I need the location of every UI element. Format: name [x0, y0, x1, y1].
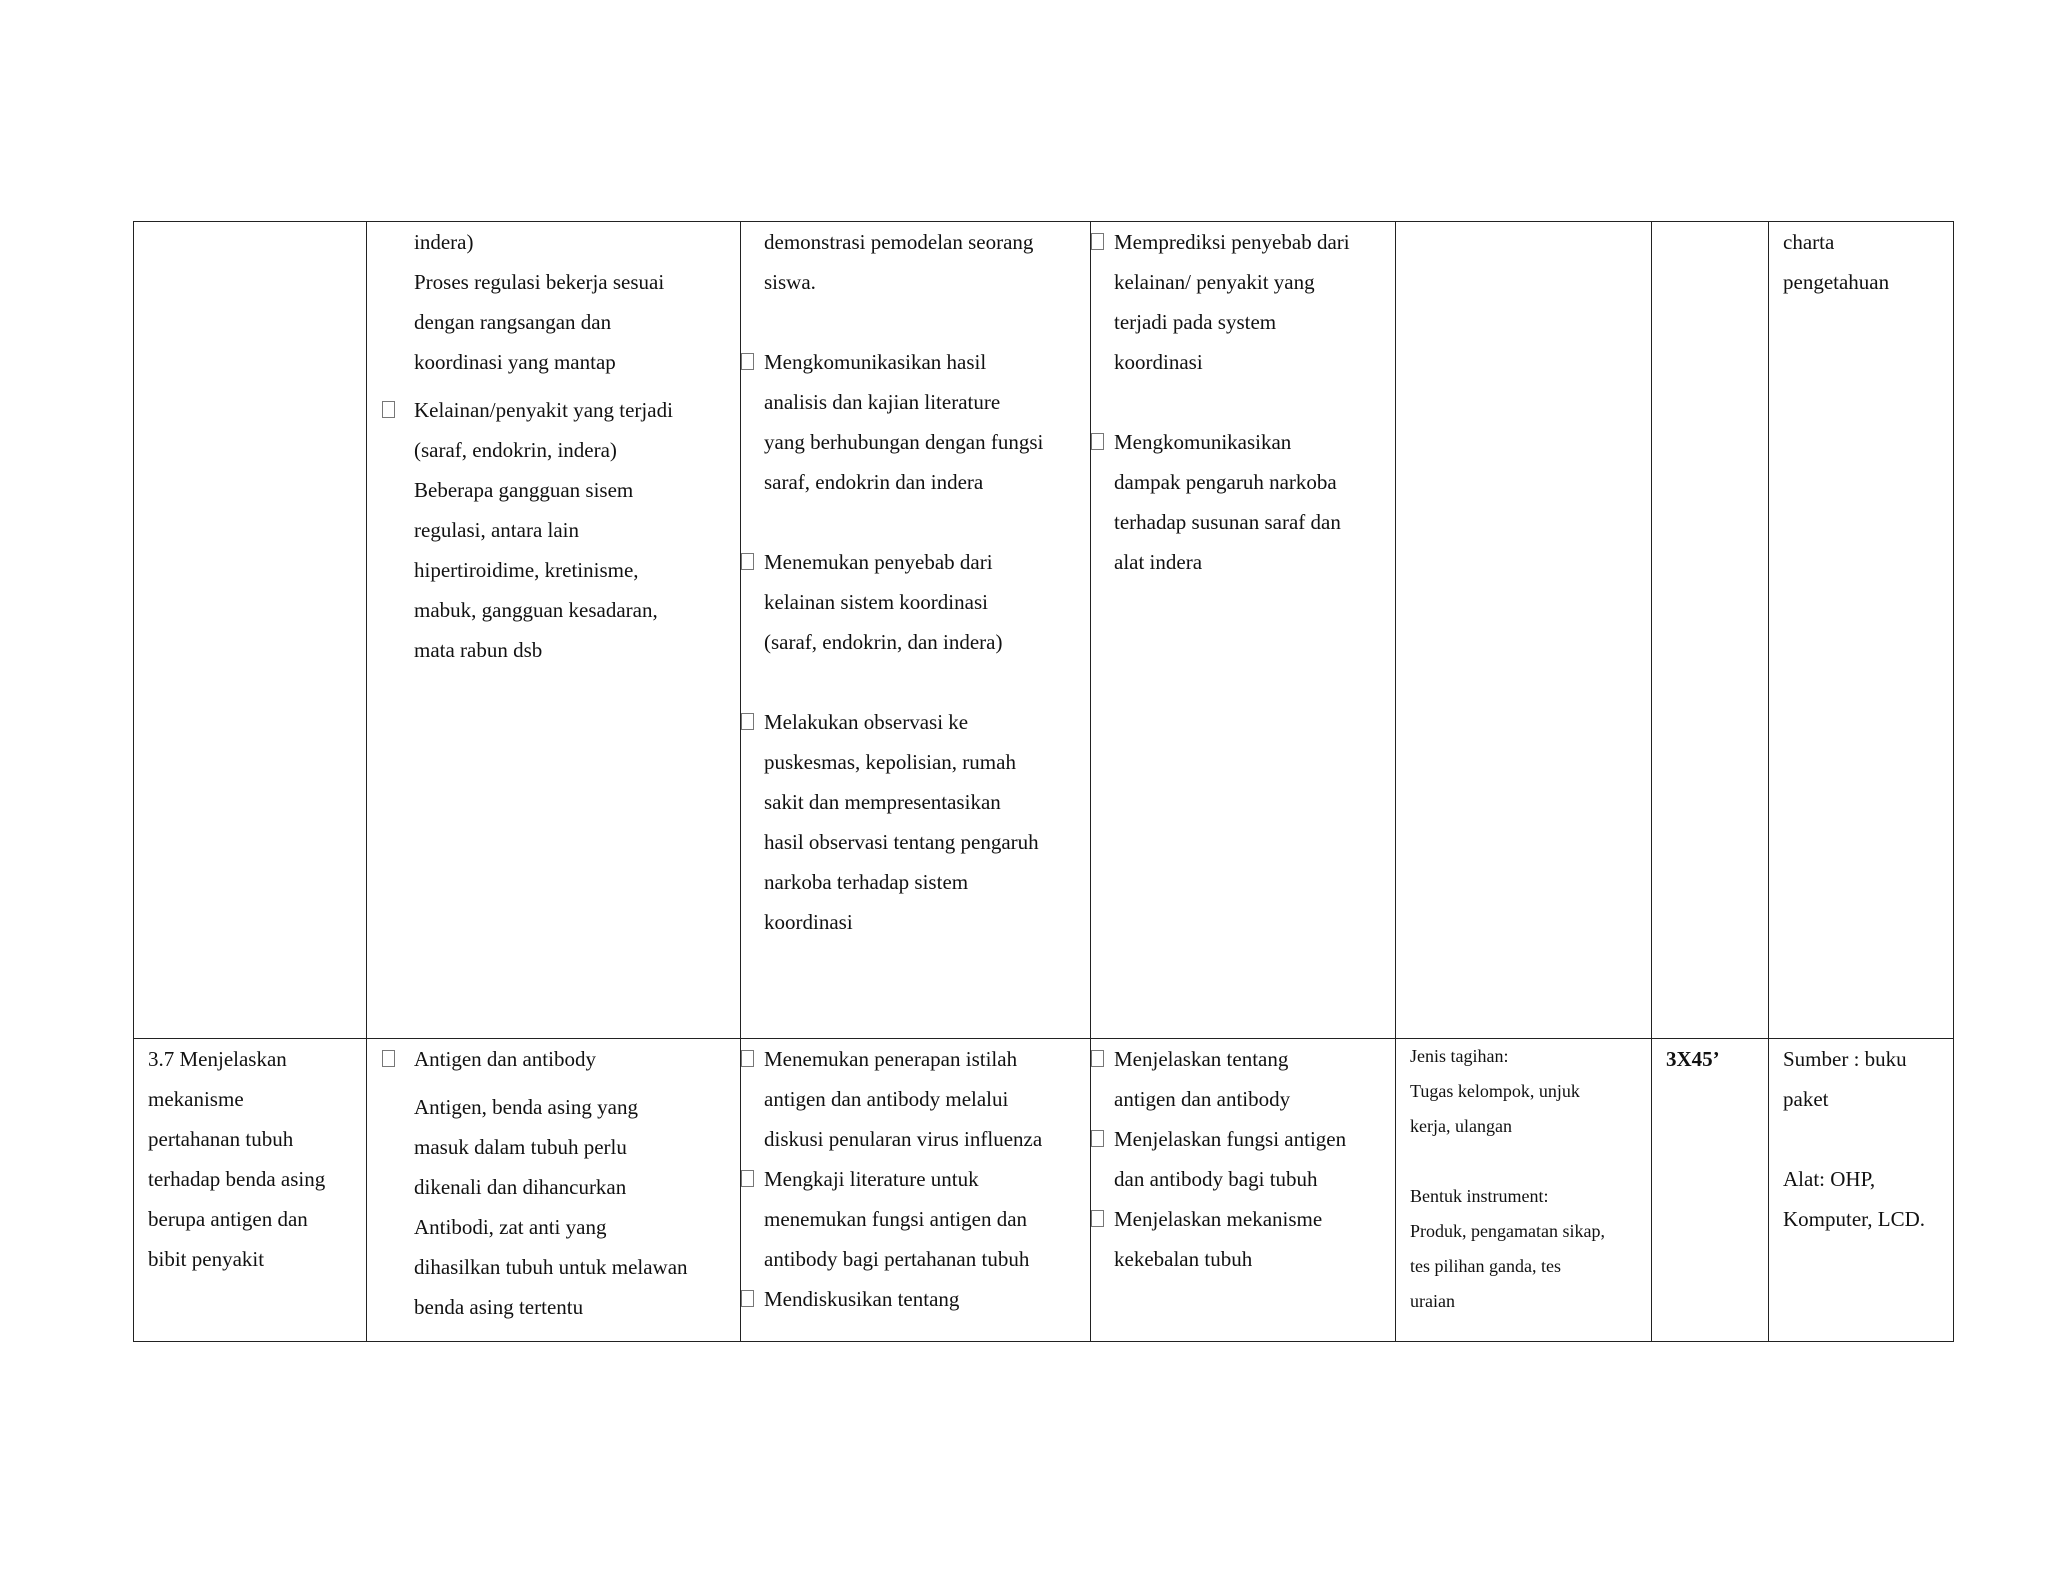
text-line: antibody bagi pertahanan tubuh	[764, 1247, 1030, 1271]
text-line: siswa.	[764, 270, 816, 294]
activity-continuation	[741, 222, 1080, 302]
list-item	[367, 1039, 730, 1327]
checkbox-bullet-icon	[741, 1290, 754, 1307]
text-line: kekebalan tubuh	[1114, 1247, 1253, 1271]
text-line: Memprediksi penyebab dari	[1114, 230, 1350, 254]
assessment-cell	[1396, 222, 1652, 1039]
text-line: Sumber : buku	[1783, 1047, 1907, 1071]
list-item	[741, 342, 1080, 502]
text-line: bibit penyakit	[148, 1247, 265, 1271]
time-allocation-cell	[1652, 222, 1769, 1039]
syllabus-table	[133, 221, 1954, 1342]
table-row	[134, 1039, 1954, 1342]
text-line: (saraf, endokrin, indera)	[414, 438, 617, 462]
text-line: kerja, ulangan	[1410, 1116, 1512, 1136]
material-cell	[367, 1039, 741, 1342]
competency-cell	[134, 1039, 367, 1342]
text-line: analisis dan kajian literature	[764, 390, 1001, 414]
text-line: mata rabun dsb	[414, 638, 543, 662]
list-item	[1091, 1039, 1385, 1119]
checkbox-bullet-icon	[1091, 1210, 1104, 1227]
text-line: mekanisme	[148, 1087, 244, 1111]
text-line: Komputer, LCD.	[1783, 1207, 1926, 1231]
resources-cell	[1769, 222, 1954, 1039]
text-line: antigen dan antibody melalui	[764, 1087, 1009, 1111]
competency-cell	[134, 222, 367, 1039]
checkbox-bullet-icon	[741, 713, 754, 730]
text-line: dikenali dan dihancurkan	[414, 1175, 627, 1199]
checkbox-bullet-icon	[382, 401, 395, 418]
text-line: Menjelaskan mekanisme	[1114, 1207, 1323, 1231]
text-line: antigen dan antibody	[1114, 1087, 1291, 1111]
text-line: benda asing tertentu	[414, 1295, 584, 1319]
learning-activity-cell	[741, 222, 1091, 1039]
list-item	[741, 542, 1080, 662]
text-line: tes pilihan ganda, tes	[1410, 1256, 1561, 1276]
list-item	[1091, 1119, 1385, 1199]
text-line: narkoba terhadap sistem	[764, 870, 969, 894]
assessment-cell	[1396, 1039, 1652, 1342]
text-line: 3.7 Menjelaskan	[148, 1047, 287, 1071]
checkbox-bullet-icon	[382, 1050, 395, 1067]
checkbox-bullet-icon	[741, 1050, 754, 1067]
checkbox-bullet-icon	[1091, 433, 1104, 450]
resources-cell	[1769, 1039, 1954, 1342]
text-line: Menemukan penerapan istilah	[764, 1047, 1018, 1071]
list-item	[1091, 1199, 1385, 1279]
text-line: yang berhubungan dengan fungsi	[764, 430, 1044, 454]
checkbox-bullet-icon	[741, 353, 754, 370]
text-line: saraf, endokrin dan indera	[764, 470, 984, 494]
text-line: Menemukan penyebab dari	[764, 550, 993, 574]
text-line: Produk, pengamatan sikap,	[1410, 1221, 1605, 1241]
text-line: kelainan sistem koordinasi	[764, 590, 988, 614]
text-line: Mengkomunikasikan hasil	[764, 350, 987, 374]
material-continuation	[367, 222, 730, 382]
text-line: Melakukan observasi ke	[764, 710, 969, 734]
text-line: dengan rangsangan dan	[414, 310, 612, 334]
text-line: Antibodi, zat anti yang	[414, 1215, 607, 1239]
text-line: regulasi, antara lain	[414, 518, 580, 542]
text-line: masuk dalam tubuh perlu	[414, 1135, 627, 1159]
text-line: Antigen dan antibody	[414, 1047, 596, 1071]
time-value: 3X45’	[1666, 1047, 1720, 1071]
checkbox-bullet-icon	[741, 1170, 754, 1187]
text-line: terhadap susunan saraf dan	[1114, 510, 1341, 534]
checkbox-bullet-icon	[1091, 233, 1104, 250]
text-line: charta	[1783, 230, 1835, 254]
text-line: kelainan/ penyakit yang	[1114, 270, 1315, 294]
list-item	[367, 390, 730, 670]
text-line: Alat: OHP,	[1783, 1167, 1876, 1191]
indicator-cell	[1091, 222, 1396, 1039]
checkbox-bullet-icon	[1091, 1050, 1104, 1067]
text-line: terjadi pada system	[1114, 310, 1277, 334]
text-line: paket	[1783, 1087, 1829, 1111]
list-item	[741, 1279, 1080, 1319]
material-cell	[367, 222, 741, 1039]
text-line: Proses regulasi bekerja sesuai	[414, 270, 665, 294]
text-line: koordinasi	[764, 910, 853, 934]
indicator-cell	[1091, 1039, 1396, 1342]
text-line: koordinasi yang mantap	[414, 350, 616, 374]
text-line: diskusi penularan virus influenza	[764, 1127, 1043, 1151]
table-row	[134, 222, 1954, 1039]
text-line: Kelainan/penyakit yang terjadi	[414, 398, 673, 422]
text-line: sakit dan mempresentasikan	[764, 790, 1001, 814]
text-line: dihasilkan tubuh untuk melawan	[414, 1255, 688, 1279]
text-line: dampak pengaruh narkoba	[1114, 470, 1337, 494]
text-line: mabuk, gangguan kesadaran,	[414, 598, 658, 622]
text-line: hipertiroidime, kretinisme,	[414, 558, 639, 582]
list-item	[741, 702, 1080, 942]
text-line: demonstrasi pemodelan seorang	[764, 230, 1034, 254]
list-item	[1091, 422, 1385, 582]
text-line: (saraf, endokrin, dan indera)	[764, 630, 1003, 654]
text-line: Bentuk instrument:	[1410, 1186, 1549, 1206]
text-line: puskesmas, kepolisian, rumah	[764, 750, 1016, 774]
text-line: berupa antigen dan	[148, 1207, 308, 1231]
text-line: terhadap benda asing	[148, 1167, 326, 1191]
text-line: indera)	[414, 230, 474, 254]
list-item	[1091, 222, 1385, 382]
checkbox-bullet-icon	[741, 553, 754, 570]
text-line: alat indera	[1114, 550, 1203, 574]
learning-activity-cell	[741, 1039, 1091, 1342]
text-line: pertahanan tubuh	[148, 1127, 294, 1151]
text-line: Menjelaskan tentang	[1114, 1047, 1289, 1071]
text-line: Mendiskusikan tentang	[764, 1287, 960, 1311]
text-line: Jenis tagihan:	[1410, 1046, 1509, 1066]
text-line: Tugas kelompok, unjuk	[1410, 1081, 1580, 1101]
list-item	[741, 1039, 1080, 1159]
text-line: menemukan fungsi antigen dan	[764, 1207, 1028, 1231]
text-line: pengetahuan	[1783, 270, 1890, 294]
text-line: Mengkaji literature untuk	[764, 1167, 979, 1191]
list-item	[741, 1159, 1080, 1279]
text-line: uraian	[1410, 1291, 1455, 1311]
text-line: Beberapa gangguan sisem	[414, 478, 634, 502]
checkbox-bullet-icon	[1091, 1130, 1104, 1147]
text-line: dan antibody bagi tubuh	[1114, 1167, 1318, 1191]
text-line: Menjelaskan fungsi antigen	[1114, 1127, 1347, 1151]
text-line: Antigen, benda asing yang	[414, 1095, 638, 1119]
time-allocation-cell	[1652, 1039, 1769, 1342]
text-line: koordinasi	[1114, 350, 1203, 374]
text-line: hasil observasi tentang pengaruh	[764, 830, 1039, 854]
text-line: Mengkomunikasikan	[1114, 430, 1292, 454]
